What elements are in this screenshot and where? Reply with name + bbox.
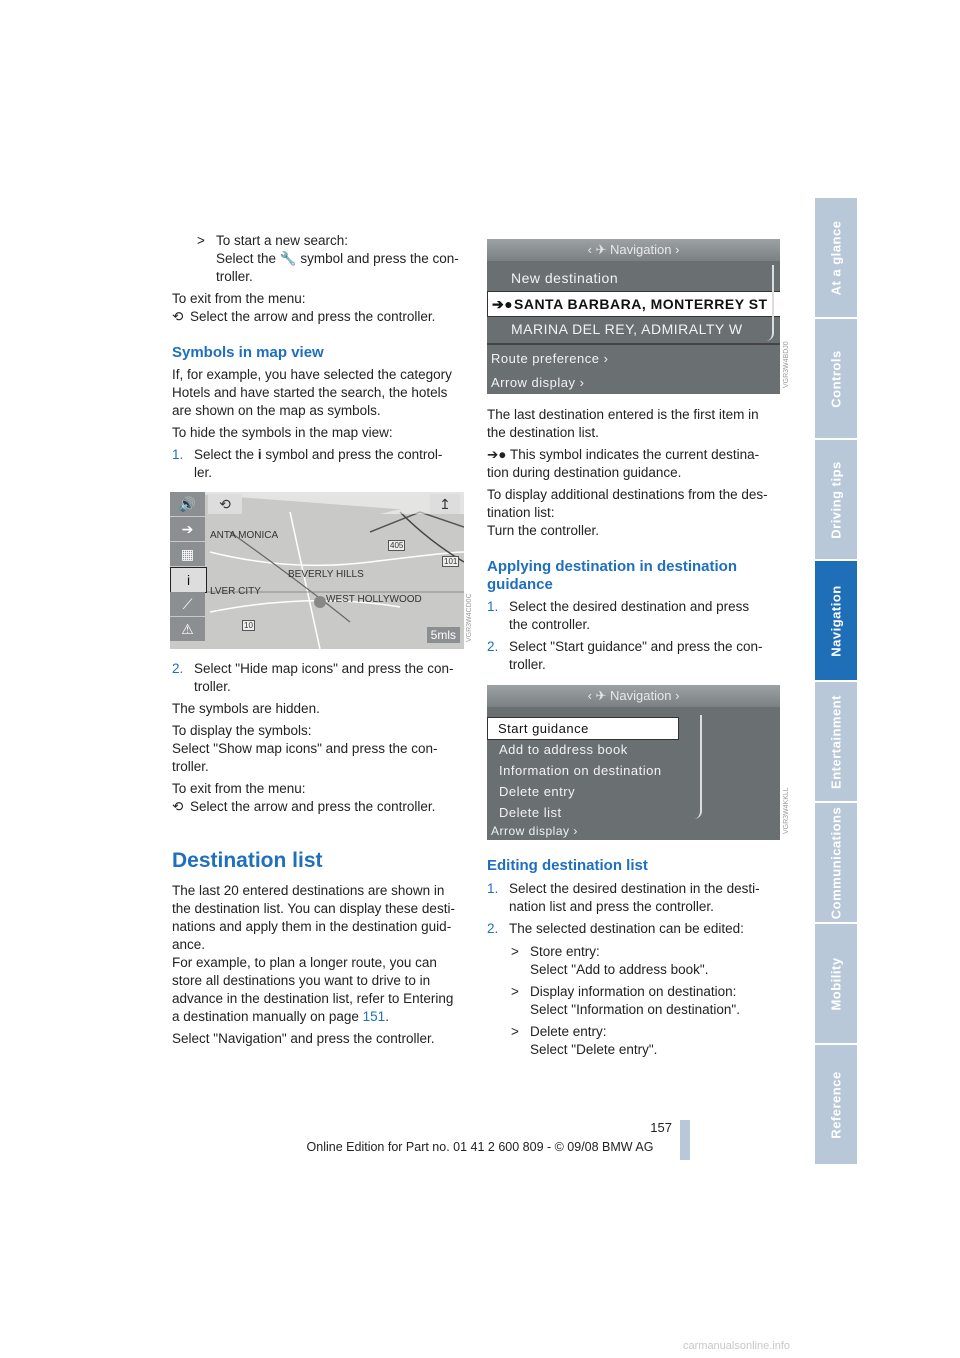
step-2-line2: troller. <box>194 679 231 694</box>
scroll-indicator[interactable] <box>692 715 702 819</box>
chapter-tabs <box>815 198 857 1166</box>
edit-bullet-1-line2: Select "Add to address book". <box>530 962 709 977</box>
edit-step-1: 1. Select the desired destination in the desti- <box>487 881 760 896</box>
current-destination-icon: ➔● <box>492 296 514 312</box>
nav-menu-screenshot-1 <box>487 239 780 394</box>
map-label-west-hollywood: WEST HOLLYWOOD <box>326 594 422 605</box>
symbols-heading: Symbols in map view <box>172 344 324 361</box>
edit-bullet-3-line2: Select "Delete entry". <box>530 1042 658 1057</box>
menu-marina-del-rey[interactable]: MARINA DEL REY, ADMIRALTY W <box>511 321 743 337</box>
exit-menu-text-2: ⟲ Select the arrow and press the controller. <box>172 309 436 324</box>
bullet-marker: > <box>511 944 519 959</box>
scroll-indicator[interactable] <box>764 265 774 341</box>
nav-para: Select "Navigation" and press the controller. <box>172 1031 435 1046</box>
menu-arrow-display[interactable]: Arrow display › <box>491 375 585 390</box>
tab-driving-tips[interactable]: Driving tips <box>815 440 857 559</box>
dest-para-7: advance in the destination list, refer to Entering <box>172 991 454 1006</box>
tab-reference[interactable]: Reference <box>815 1045 857 1164</box>
tab-entertainment[interactable]: Entertainment <box>815 682 857 801</box>
display-para-2: Select "Show map icons" and press the con- <box>172 741 438 756</box>
menu-new-destination[interactable]: New destination <box>511 270 619 286</box>
menu-route-preference[interactable]: Route preference › <box>491 351 609 366</box>
display-para-3: troller. <box>172 759 209 774</box>
edit-bullet-1: > Store entry: <box>511 944 600 959</box>
highway-101-shield: 101 <box>444 557 458 566</box>
edit-bullet-2-line2: Select "Information on destination". <box>530 1002 740 1017</box>
map-traffic-icon[interactable]: ⚠ <box>170 617 205 641</box>
nav-menu-bar: ‹ ✈ Navigation › <box>487 239 780 261</box>
nav-tool-icon: ✈ <box>595 242 607 257</box>
current-destination-icon: ➔● <box>487 447 507 462</box>
dest-para-5: For example, to plan a longer route, you can <box>172 955 437 970</box>
apply-step-2: 2. Select "Start guidance" and press the con- <box>487 639 763 654</box>
more-para-1: To display additional destinations from the des- <box>487 487 768 502</box>
step-1-line2: ler. <box>194 465 213 480</box>
step-1: 1. Select the i symbol and press the control- <box>172 447 443 462</box>
tab-navigation[interactable]: Navigation <box>815 561 857 680</box>
wrench-icon: 🔧 <box>279 251 297 266</box>
edit-bullet-2: > Display information on destination: <box>511 984 737 999</box>
map-screenshot <box>170 492 464 649</box>
sym-para-3: are shown on the map as symbols. <box>172 403 381 418</box>
map-info-icon[interactable]: i <box>170 567 207 593</box>
display-para-1: To display the symbols: <box>172 723 312 738</box>
nav-menu-screenshot-2 <box>487 685 780 840</box>
apply-heading-1: Applying destination in destination <box>487 558 737 575</box>
return-arrow-icon: ⟲ <box>172 309 184 324</box>
hide-para: To hide the symbols in the map view: <box>172 425 393 440</box>
menu-santa-barbara[interactable]: ➔● SANTA BARBARA, MONTERREY ST <box>487 291 780 317</box>
apply-step-1-line2: the controller. <box>509 617 591 632</box>
map-road-icon[interactable]: ⟋ <box>170 592 205 616</box>
menu-information-on-destination[interactable]: Information on destination <box>499 763 662 778</box>
last-para-1: The last destination entered is the first item in <box>487 407 759 422</box>
dest-para-1: The last 20 entered destinations are shown in <box>172 883 445 898</box>
map-back-arrow-icon[interactable]: ⟲ <box>208 494 242 514</box>
map-north-arrow-icon[interactable]: ↥ <box>430 494 460 514</box>
screen2-image-code: VGR3W4KKLL <box>783 787 790 834</box>
bullet-marker: > <box>511 984 519 999</box>
nav-tool-icon: ✈ <box>595 688 607 703</box>
tab-controls[interactable]: Controls <box>815 319 857 438</box>
tab-communications[interactable]: Communications <box>815 803 857 922</box>
edit-step-1-line2: nation list and press the controller. <box>509 899 714 914</box>
apply-step-2-line2: troller. <box>509 657 546 672</box>
step-2: 2. Select "Hide map icons" and press the con- <box>172 661 454 676</box>
destination-list-heading: Destination list <box>172 849 323 872</box>
map-label-beverly-hills: BEVERLY HILLS <box>288 569 364 580</box>
menu-arrow-display[interactable]: Arrow display › <box>491 824 578 838</box>
map-label-culver-city: LVER CITY <box>210 586 261 597</box>
menu-divider <box>487 343 780 345</box>
bullet-marker: > <box>197 233 205 248</box>
map-label-santa-monica: ANTA MONICA <box>210 530 279 541</box>
sym-para-1: If, for example, you have selected the category <box>172 367 452 382</box>
exit-menu-text-b: To exit from the menu: <box>172 781 306 796</box>
bullet-new-search-line3: troller. <box>216 269 253 284</box>
bullet-new-search-line2: Select the 🔧 symbol and press the con- <box>216 251 459 266</box>
more-para-3: Turn the controller. <box>487 523 600 538</box>
map-split-icon[interactable]: ▦ <box>170 542 205 566</box>
dest-para-4: ance. <box>172 937 206 952</box>
symbol-para-1: ➔● This symbol indicates the current destina- <box>487 447 760 462</box>
page-151-link[interactable]: 151 <box>362 1009 386 1024</box>
map-arrow-icon[interactable]: ➔ <box>170 517 205 541</box>
highway-405-shield: 405 <box>390 541 404 550</box>
nav-menu-bar: ‹ ✈ Navigation › <box>487 685 780 707</box>
exit-menu-text: To exit from the menu: <box>172 291 306 306</box>
dest-para-8: a destination manually on page 151. <box>172 1009 389 1024</box>
apply-heading-2: guidance <box>487 576 553 593</box>
tab-mobility[interactable]: Mobility <box>815 924 857 1043</box>
tab-at-a-glance[interactable]: At a glance <box>815 198 857 317</box>
map-image-code: VGR3W4CD0C <box>466 593 473 642</box>
highway-10-shield: 10 <box>244 621 253 630</box>
edit-step-2: 2. The selected destination can be edited: <box>487 921 744 936</box>
menu-add-to-address-book[interactable]: Add to address book <box>499 742 628 757</box>
map-sound-icon[interactable]: 🔊 <box>170 492 205 516</box>
footer-text: Online Edition for Part no. 01 41 2 600 809 - © 09/08 BMW AG <box>306 1140 654 1154</box>
hidden-para: The symbols are hidden. <box>172 701 320 716</box>
menu-delete-list[interactable]: Delete list <box>499 805 562 820</box>
sym-para-2: Hotels and have started the search, the hotels <box>172 385 448 400</box>
edit-heading: Editing destination list <box>487 857 648 874</box>
apply-step-1: 1. Select the desired destination and press <box>487 599 750 614</box>
edit-bullet-3: > Delete entry: <box>511 1024 607 1039</box>
dest-para-6: store all destinations you want to drive to in <box>172 973 431 988</box>
screen1-image-code: VGR3W4BDJ0 <box>783 341 790 388</box>
watermark: carmanualsonline.info <box>683 1340 791 1352</box>
bullet-new-search: > To start a new search: <box>197 233 349 248</box>
menu-delete-entry[interactable]: Delete entry <box>499 784 576 799</box>
symbol-para-2: tion during destination guidance. <box>487 465 682 480</box>
dest-para-3: nations and apply them in the destination guid- <box>172 919 452 934</box>
info-icon: i <box>257 447 262 462</box>
return-arrow-icon: ⟲ <box>172 799 184 814</box>
exit-menu-text-b2: ⟲ Select the arrow and press the controller. <box>172 799 436 814</box>
menu-start-guidance[interactable]: Start guidance <box>487 717 679 740</box>
last-para-2: the destination list. <box>487 425 599 440</box>
bullet-marker: > <box>511 1024 519 1039</box>
more-para-2: tination list: <box>487 505 555 520</box>
page-number: 157 <box>650 1120 672 1135</box>
dest-para-2: the destination list. You can display these desti- <box>172 901 455 916</box>
map-scale[interactable]: 5mls <box>427 627 460 643</box>
